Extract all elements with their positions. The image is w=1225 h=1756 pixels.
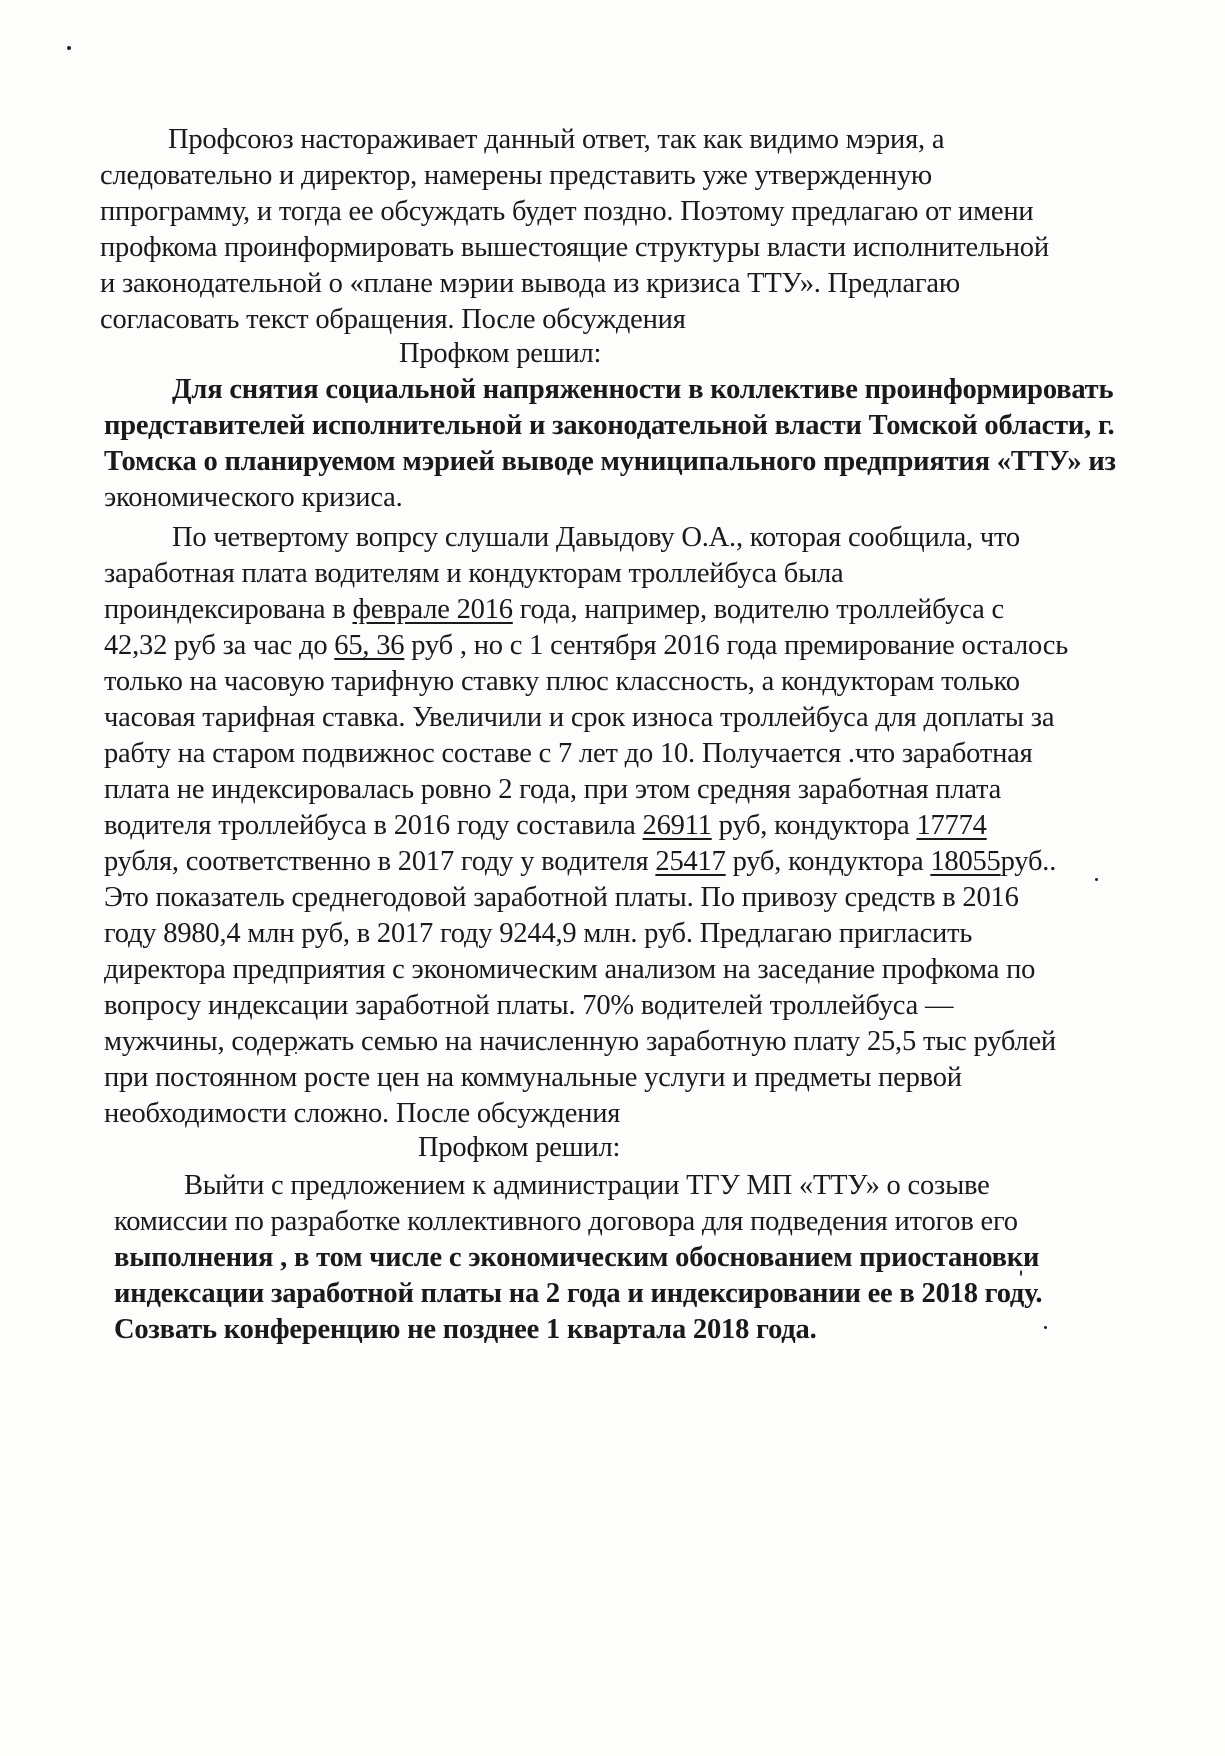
underlined-value: 26911 (642, 810, 712, 841)
underlined-value: феврале 2016 (352, 594, 513, 625)
decision-heading: Профком решил: (418, 1132, 621, 1163)
para2-text: руб , но с 1 сентября 2016 года премирование осталось (404, 630, 1069, 661)
decision-heading: Профком решил: (399, 338, 602, 369)
para2-line (104, 808, 987, 844)
decision2-line: выполнения , в том числе с экономическим обоснованием приостановки (114, 1242, 1040, 1273)
para2-line: вопросу индексации заработной платы. 70% водителей троллейбуса — (104, 990, 954, 1021)
para2-line: часовая тарифная ставка. Увеличили и срок износа троллейбуса для доплаты за (104, 702, 1055, 733)
para2-line (104, 592, 1004, 628)
underlined-value: 65, 36 (334, 630, 405, 661)
para1-line: профкома проинформировать вышестоящие структуры власти исполнительной (100, 232, 1049, 263)
scan-speck (1095, 878, 1098, 881)
decision1-line: экономического кризиса. (104, 482, 403, 513)
para1-line: согласовать текст обращения. После обсуждения (100, 304, 686, 335)
underlined-value: 18055 (930, 846, 1001, 877)
para2-text: руб.. (1000, 846, 1057, 877)
para2-line: Это показатель среднегодовой заработной платы. По привозу средств в 2016 (104, 882, 1019, 913)
decision2-line: индексации заработной платы на 2 года и индексировании ее в 2018 году. (114, 1278, 1043, 1309)
scan-speck (67, 46, 71, 50)
decision1-line: представителей исполнительной и законодательной власти Томской области, г. (104, 410, 1115, 441)
para2-text: рубля, соответственно в 2017 году у водителя (104, 846, 656, 877)
para1-line: ппрограмму, и тогда ее обсуждать будет поздно. Поэтому предлагаю от имени (100, 196, 1034, 227)
para1-line: Профсоюз настораживает данный ответ, так как видимо мэрия, а (168, 124, 945, 155)
underlined-value: 25417 (655, 846, 726, 877)
para2-text: года, например, водителю троллейбуса с (512, 594, 1004, 625)
para2-line: при постоянном росте цен на коммунальные услуги и предметы первой (104, 1062, 962, 1093)
para2-line: заработная плата водителям и кондукторам троллейбуса была (104, 558, 844, 589)
decision2-line: комиссии по разработке коллективного договора для подведения итогов его (114, 1206, 1018, 1237)
para2-line: рабту на старом подвижнос составе с 7 лет до 10. Получается .что заработная (104, 738, 1033, 769)
decision1-line: Для снятия социальной напряженности в коллективе проинформировать (172, 374, 1114, 405)
para1-line: следовательно и директор, намерены представить уже утвержденную (100, 160, 932, 191)
para2-line: директора предприятия с экономическим анализом на заседание профкома по (104, 954, 1036, 985)
para2-line: году 8980,4 млн руб, в 2017 году 9244,9 млн. руб. Предлагаю пригласить (104, 918, 973, 949)
para2-line: мужчины, содержать семью на начисленную заработную плату 25,5 тыс рублей (104, 1026, 1056, 1057)
para2-line (104, 844, 1056, 880)
para2-line: необходимости сложно. После обсуждения (104, 1098, 621, 1129)
para2-line (104, 628, 1068, 664)
para2-line: только на часовую тарифную ставку плюс классность, а кондукторам только (104, 666, 1020, 697)
decision2-line: Созвать конференцию не позднее 1 квартала 2018 года. (114, 1314, 817, 1345)
scan-speck (1044, 1326, 1047, 1329)
para1-line: и законодательной о «плане мэрии вывода из кризиса ТТУ». Предлагаю (100, 268, 960, 299)
decision1-line: Томска о планируемом мэрией выводе муниципального предприятия «ТТУ» из (104, 446, 1116, 477)
para2-text: водителя троллейбуса в 2016 году составила (104, 810, 643, 841)
decision2-line: Выйти с предложением к администрации ТГУ МП «ТТУ» о созыве (184, 1170, 990, 1201)
para2-text: руб, кондуктора (711, 810, 917, 841)
underlined-value: 17774 (916, 810, 987, 841)
para2-text: 42,32 руб за час до (104, 630, 335, 661)
para2-line: плата не индексировалась ровно 2 года, при этом средняя заработная плата (104, 774, 1002, 805)
para2-text: проиндексирована в (104, 594, 353, 625)
para2-line: По четвертому вопрсу слушали Давыдову О.А., которая сообщила, что (172, 522, 1020, 553)
para2-text: руб, кондуктора (725, 846, 931, 877)
